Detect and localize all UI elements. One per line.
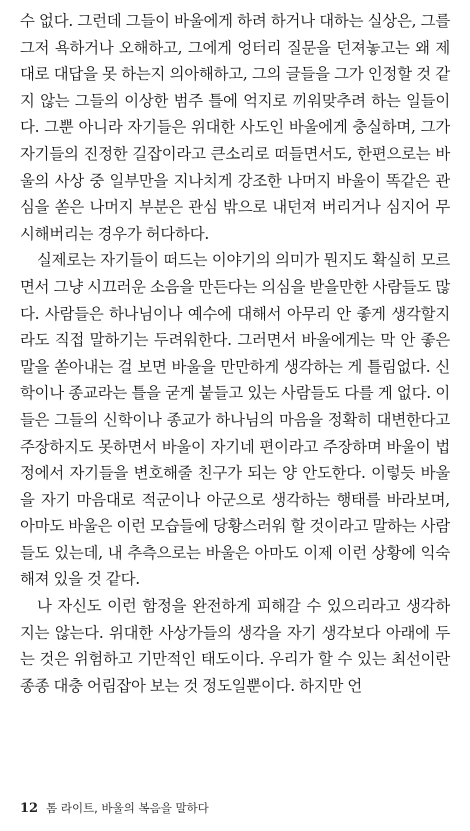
page-number: 12 bbox=[20, 801, 39, 816]
body-text bbox=[20, 8, 450, 699]
running-title: 톰 라이트, 바울의 복음을 말하다 bbox=[46, 801, 209, 815]
paragraph-1: 수 없다. 그런데 그들이 바울에게 하려 하거나 대하는 실상은, 그를 그저 욕하거나 오해하고, 그에게 엉터리 질문을 던져놓고는 왜 제대로 대답을 못 하는지 의아해하고, 그의 글들을 그가 인정할 것 같지 않는 그들의 이상한 범주 틀에 억지로 끼워맞추려 하는 일들이다. 그뿐 아니라 자기들은 위대한 사도인 바울에게 충실하며, 그가 자기들의 진정한 길잡이라고 큰소리로 떠들면서도, 한편으로는 바울의 사상 중 일부만을 지나치게 강조한 나머지 바울이 똑같은 관심을 쏟은 나머지 부분은 관심 밖으로 내던져 버리거나 심지어 무시해버리는 경우가 허다하다. bbox=[20, 12, 450, 243]
paragraph-3: 나 자신도 이런 함정을 완전하게 피해갈 수 있으리라고 생각하지는 않는다. 위대한 사상가들의 생각을 자기 생각보다 아래에 두는 것은 위험하고 기만적인 태도이다. 우리가 할 수 있는 최선이란 종종 대충 어림잡아 보는 것 정도일뿐이다. 하지만 언 bbox=[20, 597, 450, 695]
paragraph-2: 실제로는 자기들이 떠드는 이야기의 의미가 뭔지도 확실히 모르면서 그냥 시끄러운 소음을 만든다는 의심을 받을만한 사람들도 많다. 사람들은 하나님이나 예수에 대해서 아무리 안 좋게 생각할지라도 직접 말하기는 두려워한다. 그러면서 바울에게는 막 안 좋은 말을 쏟아내는 걸 보면 바울을 만만하게 생각하는 게 틀림없다. 신학이나 종교라는 틀을 굳게 붙들고 있는 사람들도 다를 게 없다. 이들은 그들의 신학이나 종교가 하나님의 마음을 정확히 대변한다고 주장하지도 못하면서 바울이 자기네 편이라고 주장하며 바울이 법정에서 자기들을 변호해줄 친구가 되는 양 안도한다. 이렇듯 바울을 자기 마음대로 적군이나 아군으로 생각하는 행태를 바라보며, 아마도 바울은 이런 모습들에 당황스러워 할 것이라고 말하는 사람들도 있는데, 내 추측으로는 바울은 아마도 이제 이런 상황에 익숙해져 있을 것 같다. bbox=[20, 251, 450, 589]
page-footer bbox=[20, 800, 209, 817]
